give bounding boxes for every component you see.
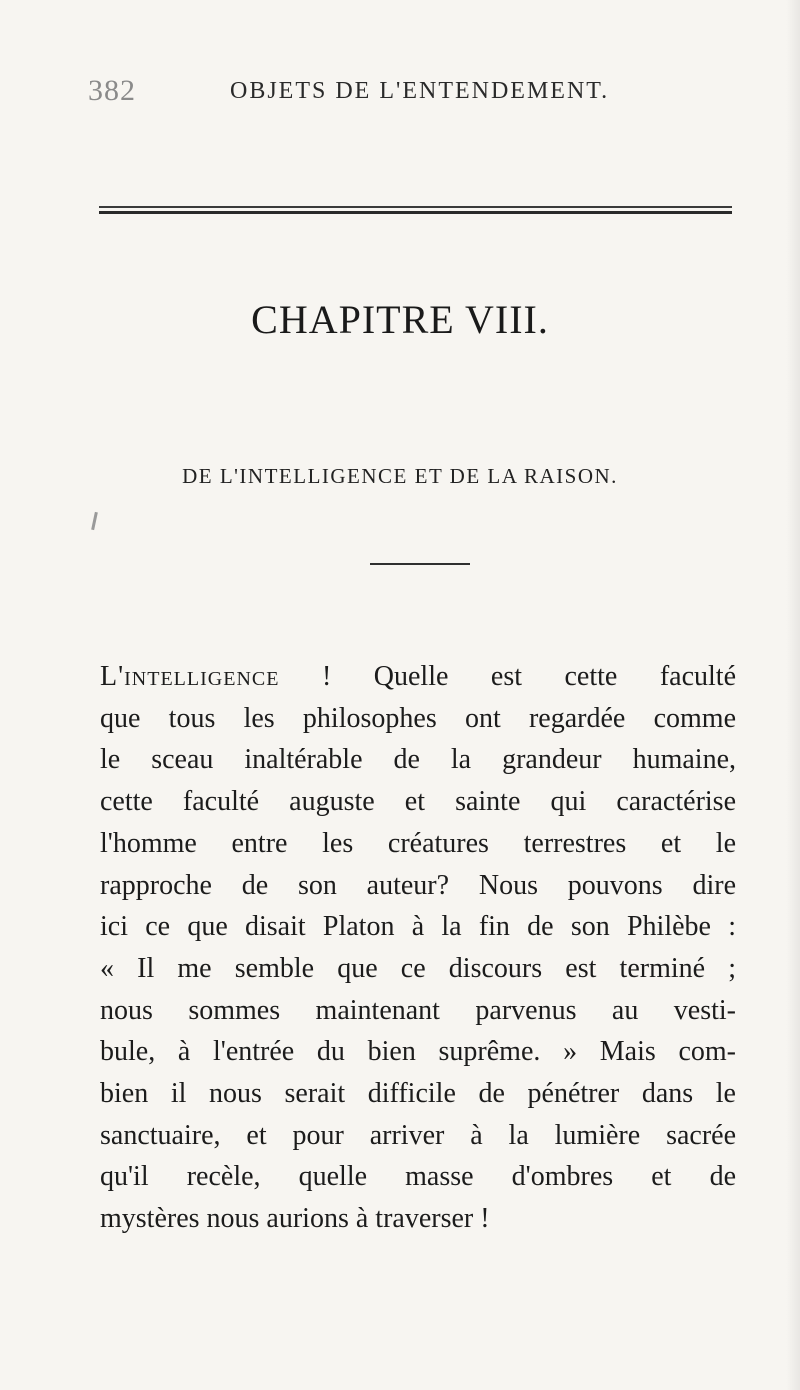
text-line: bien il nous serait difficile de pénétrer dans le [100,1078,736,1110]
text-line: nous sommes maintenant parvenus au vesti- [100,994,736,1026]
text-line: bule, à l'entrée du bien suprême. » Mais com- [100,1036,736,1068]
running-head [88,74,728,114]
text-line: le sceau inaltérable de la grandeur humaine, [100,744,736,776]
header-rule-line-1 [99,206,732,208]
text-line: rapproche de son auteur? Nous pouvons dire [100,869,736,901]
text-line: cette faculté auguste et sainte qui caractérise [100,786,736,818]
text-line: l'homme entre les créatures terrestres et le [100,827,736,859]
page-edge-shadow [786,0,800,1390]
page-number: 382 [88,74,136,107]
header-rule [99,206,732,216]
stray-ink-mark [91,512,98,530]
running-title: OBJETS DE L'ENTENDEMENT. [230,78,610,104]
body-paragraph [100,656,736,1240]
header-rule-line-2 [99,211,732,214]
text-line [100,656,736,698]
chapter-title: CHAPITRE VIII. [251,297,549,342]
text-line: ici ce que disait Platon à la fin de son Philèbe : [100,911,736,943]
text-line: mystères nous aurions à traverser ! [100,1203,490,1235]
text-line: qu'il recèle, quelle masse d'ombres et de [100,1161,736,1193]
chapter-subtitle: DE L'INTELLIGENCE ET DE LA RAISON. [182,464,618,488]
text-line: sanctuaire, et pour arriver à la lumière sacrée [100,1119,736,1151]
text-line: que tous les philosophes ont regardée comme [100,702,736,734]
text-line: « Il me semble que ce discours est terminé ; [100,952,736,984]
text-line-content: ! Quelle est cette faculté [279,661,736,692]
section-divider-rule [370,563,470,565]
lead-word: L'intelligence [100,661,280,692]
